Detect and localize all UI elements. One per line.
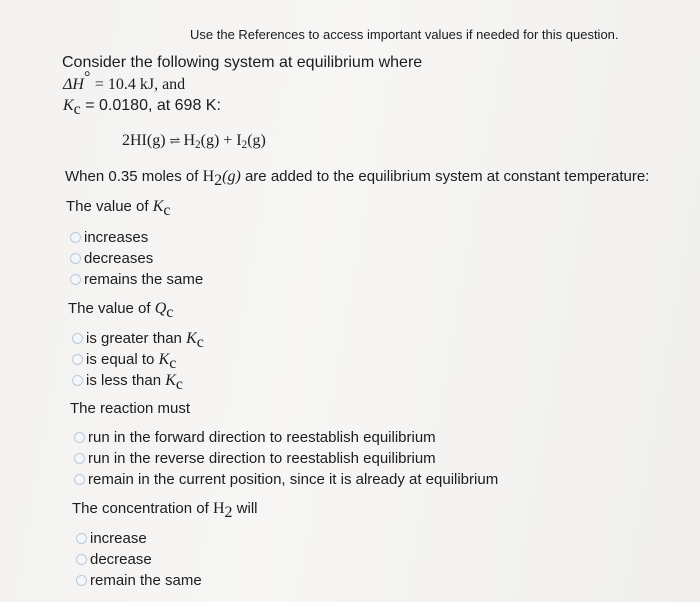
q4-h2-symbol: H [212, 500, 225, 517]
q2-option-greater-than[interactable] [72, 330, 204, 351]
option-label: decrease [90, 551, 152, 568]
radio-button[interactable] [72, 354, 83, 365]
option-kc-symbol: K [158, 351, 170, 368]
delta-h-value: = 10.4 kJ, and [94, 76, 186, 93]
q1-option-increases[interactable] [70, 229, 148, 246]
option-kc-subscript: c [196, 334, 204, 351]
q4-prompt [72, 500, 258, 521]
q2-prompt [68, 300, 174, 321]
q4-h2-subscript: 2 [224, 504, 233, 521]
option-label: is equal to [86, 351, 155, 368]
q3-option-remain[interactable] [74, 471, 498, 488]
condition-statement [65, 168, 650, 189]
degree-sign: ° [83, 68, 91, 86]
option-kc-symbol: K [186, 330, 197, 347]
q4-option-decrease[interactable] [76, 551, 152, 568]
q2-option-equal-to[interactable] [72, 351, 177, 372]
q3-prompt: The reaction must [70, 400, 191, 417]
h2-subscript: 2 [195, 138, 201, 151]
i2-subscript: 2 [241, 138, 248, 151]
q4-option-remain-same[interactable] [76, 572, 202, 589]
statement-species: H [202, 168, 215, 185]
option-label: decreases [84, 250, 154, 267]
option-label: is greater than [86, 330, 182, 347]
q1-kc-subscript: c [163, 202, 171, 219]
q4-prompt-suffix: will [236, 500, 258, 517]
q3-option-forward[interactable] [74, 429, 436, 446]
option-label: increase [90, 530, 147, 547]
equilibrium-arrow-icon: ⇌ [169, 133, 180, 148]
radio-button[interactable] [74, 474, 85, 485]
radio-button[interactable] [74, 453, 85, 464]
q2-qc-subscript: c [166, 304, 174, 321]
q1-prompt-text: The value of [66, 198, 149, 215]
q3-option-reverse[interactable] [74, 450, 436, 467]
radio-button[interactable] [74, 432, 85, 443]
option-kc-subscript: c [169, 355, 177, 372]
option-label: increases [84, 229, 149, 246]
radio-button[interactable] [76, 554, 87, 565]
kc-line [63, 97, 221, 118]
references-note: Use the References to access important values if needed for this question. [190, 27, 619, 42]
radio-button[interactable] [70, 232, 81, 243]
kc-subscript: c [73, 101, 81, 118]
q1-option-remains-same[interactable] [70, 271, 203, 288]
q1-prompt [66, 198, 171, 219]
reaction-equation [122, 132, 266, 150]
option-kc-subscript: c [175, 376, 183, 393]
statement-species-subscript: 2 [214, 172, 223, 189]
statement-suffix: are added to the equilibrium system at constant temperature: [244, 168, 650, 185]
option-label: run in the forward direction to reestablish equilibrium [88, 429, 436, 446]
q2-option-less-than[interactable] [72, 372, 183, 393]
reaction-lhs: 2HI(g) [122, 132, 166, 149]
option-label: remain the same [90, 572, 202, 589]
radio-button[interactable] [70, 274, 81, 285]
radio-button[interactable] [76, 533, 87, 544]
radio-button[interactable] [70, 253, 81, 264]
delta-h-symbol: ΔH [63, 76, 84, 93]
option-label: remains the same [84, 271, 204, 288]
i2-state: (g) [247, 132, 266, 149]
radio-button[interactable] [76, 575, 87, 586]
statement-species-state: (g) [222, 168, 241, 185]
kc-value: = 0.0180, at 698 K: [85, 97, 221, 114]
h2-state: (g) + I [200, 132, 242, 149]
radio-button[interactable] [72, 333, 83, 344]
intro-text: Consider the following system at equilibrium where [62, 54, 423, 71]
delta-h-line [63, 68, 186, 94]
statement-prefix: When 0.35 moles of [65, 168, 199, 185]
option-label: remain in the current position, since it is already at equilibrium [88, 471, 499, 488]
option-label: run in the reverse direction to reestablish equilibrium [88, 450, 436, 467]
option-kc-symbol: K [165, 372, 176, 389]
q1-option-decreases[interactable] [70, 250, 153, 267]
q2-qc-symbol: Q [154, 300, 167, 317]
h2-symbol: H [183, 132, 196, 149]
kc-symbol: K [63, 97, 74, 114]
option-label: is less than [86, 372, 162, 389]
q2-prompt-text: The value of [68, 300, 151, 317]
radio-button[interactable] [72, 375, 83, 386]
q4-prompt-prefix: The concentration of [72, 500, 209, 517]
q4-option-increase[interactable] [76, 530, 147, 547]
q1-kc-symbol: K [152, 198, 164, 215]
